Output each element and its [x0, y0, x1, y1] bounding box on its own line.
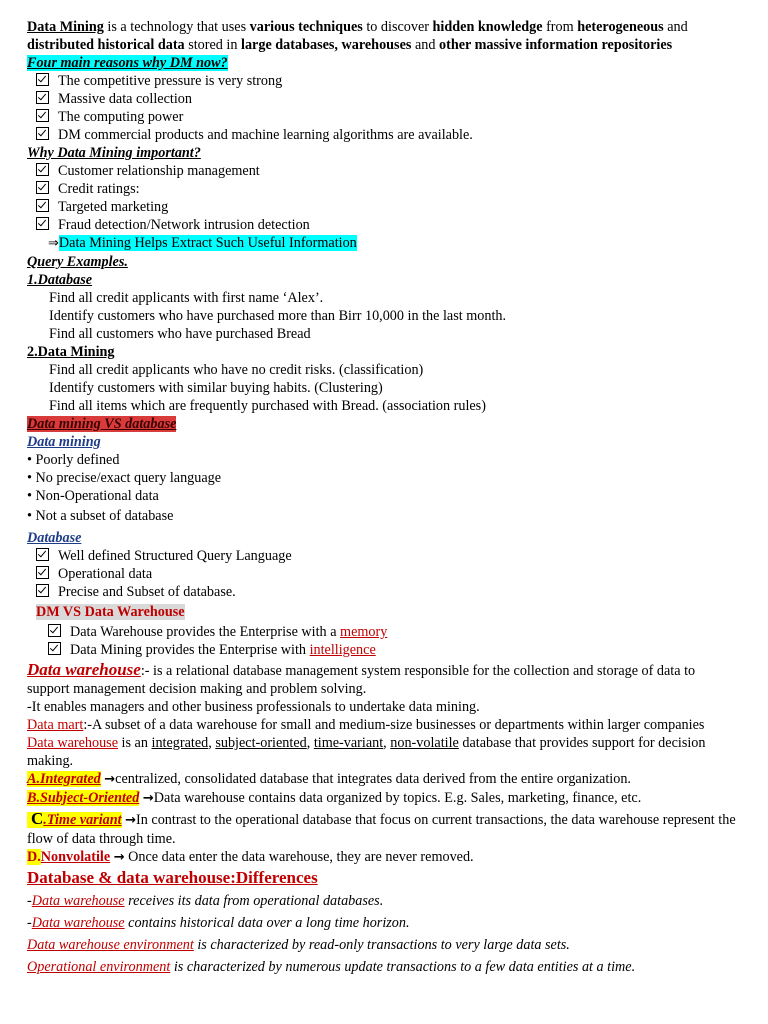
checkbox-icon: [36, 109, 49, 122]
intro-bold: large databases, warehouses: [241, 37, 412, 53]
diff-dash: -: [27, 893, 32, 909]
checkbox-icon: [36, 584, 49, 597]
vs-db-item: [27, 565, 768, 583]
intro-line-1: [27, 18, 768, 36]
intro-bold: heterogeneous: [577, 19, 664, 35]
reason-text: The competitive pressure is very strong: [58, 73, 283, 89]
dw-definition: [27, 661, 737, 698]
intro-text: from: [542, 19, 578, 35]
dw-item-a: [27, 770, 768, 789]
query-db-item: Identify customers who have purchased more than Birr 10,000 in the last month.: [49, 308, 507, 324]
dw-prop: subject-oriented: [215, 735, 307, 751]
query-dm-heading: 2.Data Mining: [27, 344, 115, 360]
query-heading: Query Examples.: [27, 254, 128, 270]
vs-dm-item: • Poorly defined: [27, 452, 120, 468]
vs-dm-item: • Not a subset of database: [27, 508, 174, 524]
dw-c-letter: C: [31, 809, 44, 828]
vs-heading: Data mining VS database: [27, 416, 177, 432]
diff-dash: -: [27, 915, 32, 931]
diff-text: is characterized by read-only transactions to very large data sets.: [193, 937, 570, 953]
dw-b-label: [27, 790, 139, 806]
why-item: [27, 180, 768, 198]
diff-line-1: [27, 892, 768, 910]
intro-bold: other massive information repositories: [439, 37, 673, 53]
intro-text: is a technology that uses: [103, 19, 250, 35]
dw-d-text: Once data enter the data warehouse, they are never removed.: [128, 849, 474, 865]
intro-term: Data Mining: [27, 19, 104, 35]
diff-text: receives its data from operational databases.: [124, 893, 384, 909]
query-db-item: Find all credit applicants with first name ‘Alex’.: [49, 290, 324, 306]
dw-a-text: centralized, consolidated database that integrates data derived from the entire organization.: [115, 771, 631, 787]
dw-d-word: Nonvolatile: [40, 849, 111, 865]
query-db-item: Find all customers who have purchased Bread: [49, 326, 311, 342]
diff-line-2: [27, 914, 768, 932]
dmdw-keyword: intelligence: [309, 642, 376, 658]
dmdw-item: [27, 623, 768, 641]
dw-text: ,: [306, 735, 314, 751]
dw-mart-def: :-A subset of a data warehouse for small and medium-size businesses or departments within larger companies: [83, 717, 705, 733]
reason-item: [27, 108, 768, 126]
diff-heading: Database & data warehouse:Differences: [27, 868, 318, 887]
why-item: [27, 162, 768, 180]
reason-text: Massive data collection: [58, 91, 192, 107]
reason-item: [27, 72, 768, 90]
why-text: Targeted marketing: [58, 199, 169, 215]
reasons-heading: Four main reasons why DM now?: [27, 55, 228, 71]
dw-mart-term: Data mart: [27, 717, 84, 733]
dw-b-letter: B.: [27, 790, 41, 806]
dw-text: database that provides support for decision making.: [27, 735, 706, 769]
query-dm-item: Find all items which are frequently purchased with Bread. (association rules): [49, 398, 486, 414]
intro-text: to discover: [362, 19, 433, 35]
dw-item-b: [27, 789, 768, 808]
diff-term: Data warehouse: [31, 915, 125, 931]
why-text: Credit ratings:: [58, 181, 140, 197]
dw-properties: [27, 734, 737, 770]
diff-term: Operational environment: [27, 959, 171, 975]
dmdw-heading-line: [27, 603, 768, 621]
why-conclusion: Data Mining Helps Extract Such Useful Information: [58, 235, 357, 251]
why-text: Fraud detection/Network intrusion detection: [58, 217, 310, 233]
why-heading: Why Data Mining important?: [27, 145, 201, 161]
checkbox-icon: [36, 127, 49, 140]
query-dm-item: Find all credit applicants who have no credit risks. (classification): [49, 362, 424, 378]
diff-heading-line: [27, 869, 768, 888]
dw-text: ,: [208, 735, 216, 751]
intro-text: and: [411, 37, 439, 53]
dw-def: :- is a relational database management system responsible for the collection and storage of data to support management decision making and problem solving.: [27, 663, 696, 697]
vs-db-text: Well defined Structured Query Language: [58, 548, 292, 564]
dw-c-label-wrap: [27, 809, 122, 828]
dmdw-item: [27, 641, 768, 659]
diff-text: is characterized by numerous update transactions to a few data entities at a time.: [170, 959, 636, 975]
why-conclusion-line: [27, 234, 768, 253]
dw-item-c: [27, 810, 737, 848]
dw-term: Data warehouse: [27, 660, 141, 679]
arrow-right-icon: →: [125, 813, 137, 828]
intro-text: and: [663, 19, 688, 35]
diff-term: Data warehouse: [31, 893, 125, 909]
vs-dm-item: • No precise/exact query language: [27, 470, 222, 486]
dw-term2: Data warehouse: [27, 735, 118, 751]
intro-bold: hidden knowledge: [432, 19, 543, 35]
dw-text: is an: [118, 735, 152, 751]
arrow-right-icon: →: [142, 791, 154, 806]
intro-bold: various techniques: [249, 19, 363, 35]
arrow-right-icon: →: [104, 772, 116, 787]
diff-term: Data warehouse environment: [27, 937, 194, 953]
dw-c-text: In contrast to the operational database that focus on current transactions, the data warehouse represent the flow of data through time.: [27, 812, 736, 847]
dw-d-label: D.: [27, 849, 41, 865]
checkbox-icon: [48, 624, 61, 637]
dw-prop: integrated: [151, 735, 209, 751]
query-db-heading-line: [27, 271, 768, 289]
vs-dm-item: • Non-Operational data: [27, 488, 159, 504]
checkbox-icon: [36, 73, 49, 86]
dw-a-letter: A.: [27, 771, 41, 787]
arrow-right-icon: →: [113, 850, 125, 865]
intro-bold: distributed historical data: [27, 37, 185, 53]
dmdw-keyword: memory: [340, 624, 388, 640]
vs-dm-heading: Data mining: [27, 434, 101, 450]
checkbox-icon: [36, 548, 49, 561]
reason-text: The computing power: [58, 109, 184, 125]
dw-text: ,: [383, 735, 391, 751]
dw-item-d: [27, 848, 768, 867]
dmdw-text: Data Mining provides the Enterprise with: [70, 642, 310, 658]
dw-c-word: .Time variant: [43, 812, 122, 828]
dw-a-word: Integrated: [40, 771, 101, 787]
vs-db-text: Precise and Subset of database.: [58, 584, 236, 600]
why-item: [27, 198, 768, 216]
query-dm-heading-line: [27, 343, 768, 361]
reasons-heading-line: [27, 54, 768, 72]
dmdw-heading: DM VS Data Warehouse: [36, 604, 185, 620]
query-dm-item: Identify customers with similar buying habits. (Clustering): [49, 380, 383, 396]
checkbox-icon: [48, 642, 61, 655]
checkbox-icon: [36, 217, 49, 230]
intro-text: stored in: [184, 37, 242, 53]
query-db-heading: 1.Database: [27, 272, 93, 288]
checkbox-icon: [36, 181, 49, 194]
why-item: [27, 216, 768, 234]
reason-item: [27, 126, 768, 144]
diff-line-4: [27, 958, 768, 976]
reason-text: DM commercial products and machine learning algorithms are available.: [58, 127, 473, 143]
dw-prop: time-variant: [313, 735, 384, 751]
dw-mart: [27, 716, 737, 734]
diff-line-3: [27, 936, 768, 954]
query-heading-line: [27, 253, 768, 271]
diff-text: contains historical data over a long time horizon.: [124, 915, 410, 931]
checkbox-icon: [36, 566, 49, 579]
vs-db-heading: Database: [27, 530, 82, 546]
why-text: Customer relationship management: [58, 163, 260, 179]
dw-b-text: Data warehouse contains data organized by topics. E.g. Sales, marketing, finance, etc.: [153, 790, 642, 806]
dw-b-word: Subject-Oriented: [40, 790, 140, 806]
intro-line-2: [27, 36, 768, 54]
dw-prop: non-volatile: [390, 735, 459, 751]
why-heading-line: [27, 144, 768, 162]
reason-item: [27, 90, 768, 108]
vs-heading-line: [27, 415, 768, 433]
checkbox-icon: [36, 199, 49, 212]
checkbox-icon: [36, 91, 49, 104]
vs-dm-heading-line: [27, 433, 768, 451]
vs-db-item: [27, 547, 768, 565]
double-arrow-icon: ⇒: [48, 236, 59, 251]
dw-line2: -It enables managers and other business professionals to undertake data mining.: [27, 699, 480, 715]
checkbox-icon: [36, 163, 49, 176]
vs-db-item: [27, 583, 768, 601]
dw-a-label: [27, 771, 101, 787]
vs-db-text: Operational data: [58, 566, 153, 582]
vs-db-heading-line: [27, 529, 768, 547]
dmdw-text: Data Warehouse provides the Enterprise with a: [70, 624, 341, 640]
